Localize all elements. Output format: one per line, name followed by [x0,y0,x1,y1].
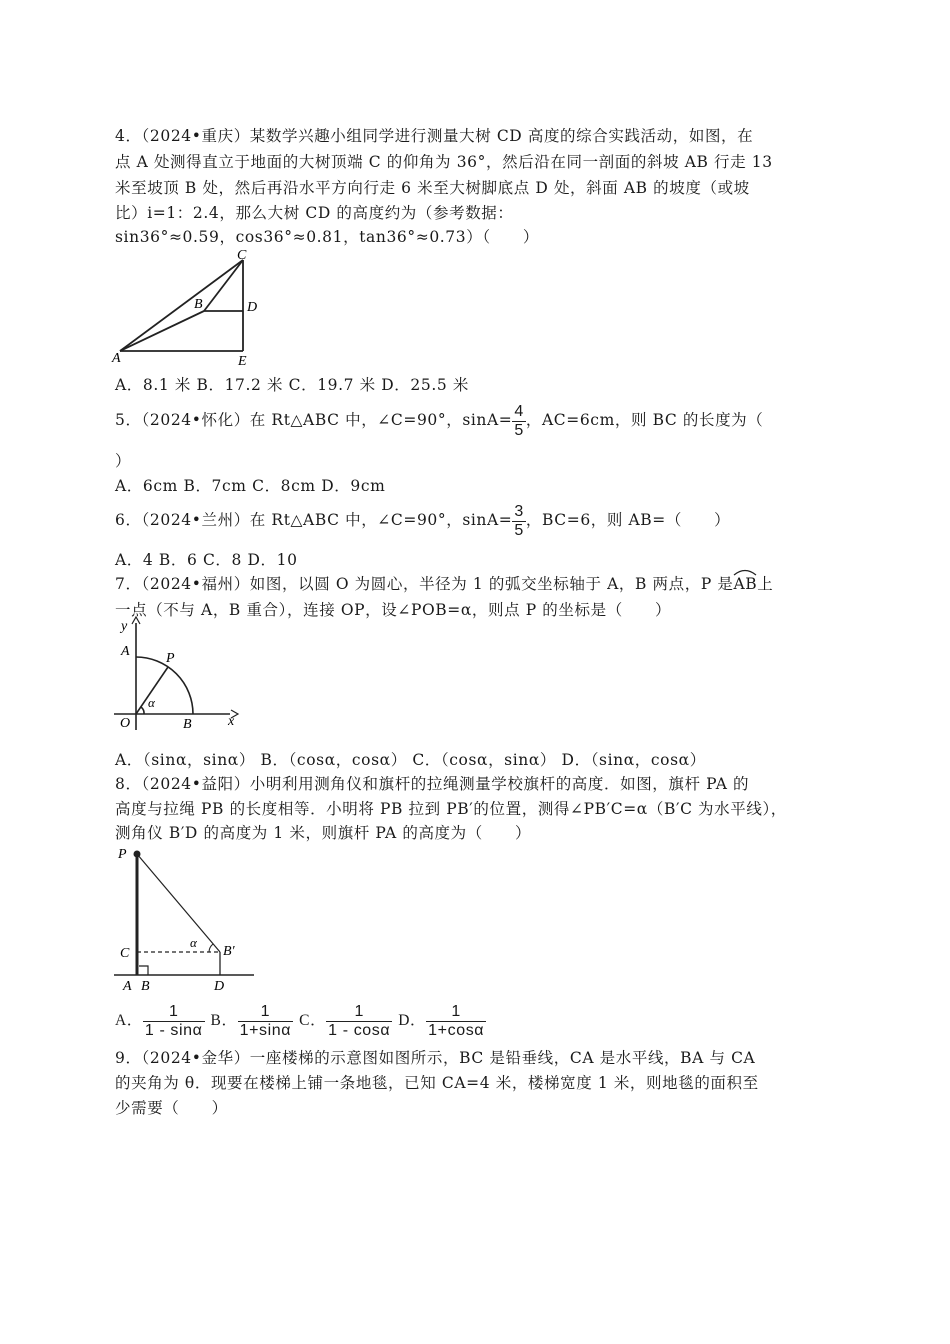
q8-line1: 8．（2024•益阳）小明利用测角仪和旗杆的拉绳测量学校旗杆的高度．如图，旗杆 PA 的 [115,775,750,793]
q7-label-y: y [121,619,128,634]
q8-label-p: P [118,847,127,862]
q5-fraction-den: 5 [514,421,524,439]
q4-line5: sin36°≈0.59，cos36°≈0.81，tan36°≈0.73）（ ） [115,228,539,246]
q7-label-alpha: α [148,695,155,710]
q4-label-a: A [112,351,121,366]
q8-option-c-frac [326,1003,392,1040]
q4-options: A．8.1 米 B．17.2 米 C．19.7 米 D．25.5 米 [115,376,469,394]
q8-b-num: 1 [260,1002,271,1020]
q8-label-a: A [123,979,132,994]
q5-suffix: ，AC=6cm，则 BC 的长度为（ [525,411,764,429]
q5-options: A．6cm B．7cm C．8cm D．9cm [115,477,386,495]
q4-line2: 点 A 处测得直立于地面的大树顶端 C 的仰角为 36°，然后沿在同一剖面的斜坡 AB 行走 13 [115,153,773,171]
q8-line3: 测角仪 B′D 的高度为 1 米，则旗杆 PA 的高度为（ ） [115,824,532,842]
q7-arc-symbol [733,568,757,576]
q7-options: A．（sinα，sinα） B．（cosα，cosα） C．（cosα，sinα） D．（sinα，cosα） [115,751,706,769]
q4-label-b: B [194,297,203,312]
q7-label-o: O [120,716,131,731]
q8-line2: 高度与拉绳 PB 的长度相等．小明将 PB 拉到 PB′的位置，测得∠PB′C=α（B′C 为水平线）， [115,800,787,818]
q6-fraction-den: 5 [514,521,524,539]
q5-line2: ） [115,452,132,470]
q7-label-p: P [166,651,175,666]
q7-arc-label: AB [733,575,758,593]
q6-fraction [512,503,526,540]
q5-fraction [512,403,526,440]
q8-option-d-label: D． [398,1012,427,1029]
q4-figure [110,245,270,370]
q8-label-b: B [141,979,150,994]
q8-label-d: D [214,979,225,994]
q7-label-b: B [183,717,192,732]
q7-figure [110,615,245,735]
q8-option-d-frac [426,1003,486,1040]
q8-d-num: 1 [451,1002,461,1020]
q6-options: A．4 B．6 C．8 D．10 [115,551,298,569]
q6-prefix: 6．（2024•兰州）在 Rt△ABC 中，∠C=90°，sinA= [115,511,513,529]
q8-label-b-prime: B′ [223,944,235,959]
q7-label-a: A [121,644,130,659]
q8-a-den: 1 - sinα [144,1021,203,1039]
q8-figure [110,840,260,995]
q8-c-num: 1 [354,1002,364,1020]
q8-option-a-frac [143,1003,205,1040]
q7-line1-suffix: 上 [757,575,774,593]
q8-d-den: 1+cosα [428,1021,485,1039]
q8-options [115,1000,486,1040]
q4-label-c: C [237,248,247,263]
q4-label-e: E [238,354,247,369]
q8-option-b-frac [238,1003,294,1040]
q9-line2: 的夹角为 θ．现要在楼梯上铺一条地毯，已知 CA=4 米，楼梯宽度 1 米，则地毯的面积至 [115,1074,759,1092]
q8-option-c-label: C． [299,1012,327,1029]
q9-line3: 少需要（ ） [115,1099,228,1117]
q6-line1 [115,500,730,540]
q5-line1 [115,400,763,440]
q5-fraction-num: 4 [514,402,524,420]
q5-prefix: 5．（2024•怀化）在 Rt△ABC 中，∠C=90°，sinA= [115,411,513,429]
q7-arc-ab [733,574,757,594]
q8-c-den: 1 - cosα [328,1021,391,1039]
q4-line3: 米至坡顶 B 处，然后再沿水平方向行走 6 米至大树脚底点 D 处，斜面 AB 的坡度（或坡 [115,179,750,197]
q7-line1 [115,574,773,594]
q8-a-num: 1 [168,1002,179,1020]
q4-line4: 比）i=1：2.4，那么大树 CD 的高度约为（参考数据： [115,204,514,222]
q7-line2: 一点（不与 A，B 重合），连接 OP，设∠POB=α，则点 P 的坐标是（ ） [115,601,672,619]
q6-fraction-num: 3 [514,502,524,520]
q7-label-x: x [228,714,235,729]
q6-suffix: ，BC=6，则 AB=（ ） [525,511,731,529]
q8-option-b-label: B． [210,1012,238,1029]
q8-label-alpha: α [190,935,197,950]
q7-line1-prefix: 7．（2024•福州）如图，以圆 O 为圆心，半径为 1 的弧交坐标轴于 A，B 两点，P 是 [115,575,734,593]
q8-option-a-label: A． [115,1012,143,1029]
q8-label-c: C [120,946,130,961]
q4-label-d: D [247,300,258,315]
q4-line1: 4．（2024•重庆）某数学兴趣小组同学进行测量大树 CD 高度的综合实践活动，如图，在 [115,127,754,145]
q8-b-den: 1+sinα [239,1021,292,1039]
q9-line1: 9．（2024•金华）一座楼梯的示意图如图所示，BC 是铅垂线，CA 是水平线，BA 与 CA [115,1049,756,1067]
